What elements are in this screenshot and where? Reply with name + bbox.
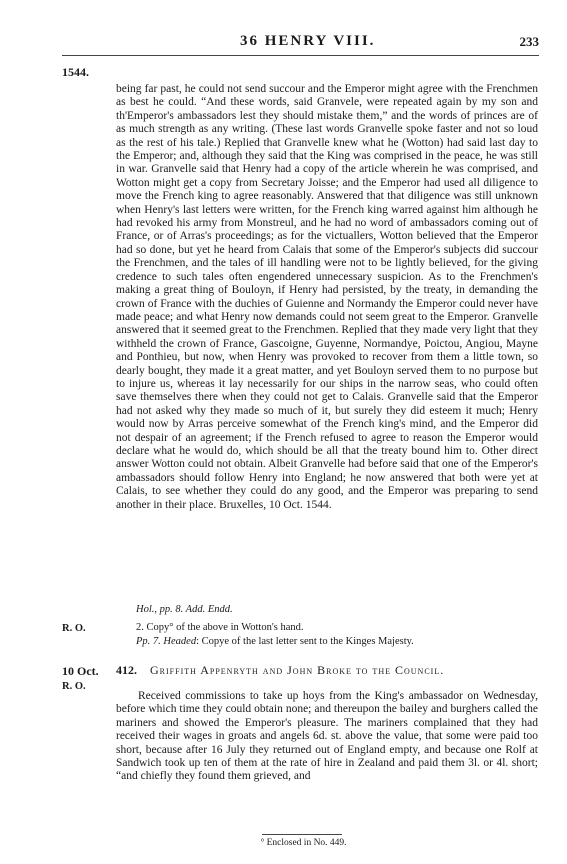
header-rule [62,55,539,56]
footnote-rule [262,834,342,835]
footnote: ° Enclosed in No. 449. [260,838,347,848]
page-header [0,33,567,53]
entry-number: 412. [116,663,137,677]
margin-year: 1544. [62,65,89,79]
running-title: 36 HENRY VIII. [240,33,376,49]
item-2-line-2 [136,635,558,648]
page-number: 233 [519,34,539,49]
margin-date-412: 10 Oct. [62,664,99,678]
entry-412-paragraph: Received commissions to take up hoys from the King's ambassador on Wednesday, before which time they could obtain none; and thereupon the bailey and burghers called the mariners and showed the Emperor's pleasure. The mariners complained that they had received their wages in groats and angels 6d. st. above the value, that some were paid too short, because after 16 July they returned out of England empty, and because one Rolf at Sandwich took up ten of them at the rate of hire in Zealand and paid them 3l. or 4l. short; “and chiefly they found them grieved, and [116,690,538,783]
margin-ro-1: R. O. [62,623,86,634]
entry-412-heading [116,663,538,678]
source-note [136,603,558,616]
item-2-line-1: 2. Copy° of the above in Wotton's hand. [136,622,304,633]
item-2-headed-text: : Copye of the last letter sent to the Kinges Majesty. [196,636,414,647]
margin-ro-2: R. O. [62,681,86,692]
entry-title: Griffith Appenryth and John Broke to the Council. [150,663,445,677]
item-2-headed-label: Pp. 7. Headed [136,636,197,647]
main-paragraph: being far past, he could not send succour and the Emperor might agree with the Frenchmen as best he could. “And these words, said Granvele, were repeated again by my son and th'Emperor's ambassadors lest they should mistake them,” and the words of princes are of as much strength as any writing. (These last words Granvelle spoke faster and not so loud as the rest of his tale.) Replied that Granvelle knew what he (Wotton) had said last day to the Emperor; and, although they said that the King was comprised in the peace, he was still in war. Granvelle said that Henry had a copy of the article wherein he was comprised, and Wotton might get a copy from Secretary Joisse; and the Emperor had used all diligence to move the French king to agree reasonably. Answered that that diligence was still unknown when Henry's last letters were written, for the French king warred against him although he had revoked his army from Monstreul, and he had no word of ambassadors coming out of France, or of Arras's proceedings; as for the victuallers, Wotton believed that the Emperor had so done, but yet he heard from Calais that some of the Emperor's subjects did succour the Frenchmen, and the tales of ill handling were not to be lightly believed, for the giving credence to such tales often engendered unnecessary suspicion. As to the Frenchmen's making a great thing of Bouloyn, if Henry had persisted, by the treaty, in demanding the crown of France with the duchies of Guienne and Normandy the Emperor could never have made peace; and what Henry now demands could not seem great to the Emperor. Granvelle answered that it seemed great to the Frenchmen. Replied that they made very light that they withheld the crown of France, Gascoigne, Guyenne, Normandye, Poictou, Angiou, Mayne and Ponthieu, but now, when Henry was provoked to recover from them a little town, so dearly bought, they made it a great matter, and yet Bouloyn served them to no purpose but to injure us, whereas it lay necessarily for our ships in the narrow seas, who could often save themselves there when they could not get to Calais. Granvelle said that the Emperor had not asked why they made so much of it, but surely they did esteem it much; Henry would now by Arras perceive somewhat of the French king's mind, and the Emperor did not despair of an agreement; if the French refused to agree to reason the Emperor would declare what he would do, which should be all that the treaty bound him to. Other direct answer Wotton could not obtain. Albeit Granvelle had before said that one of the Emperor's ambassadors should follow Henry into England; he now answered that both were yet at Calais, to see whether they could do any good, and the Emperor was preparing to send another in their place. Bruxelles, 10 Oct. 1544. [116,83,538,511]
source-note-text: Hol., pp. 8. Add. Endd. [136,604,233,615]
